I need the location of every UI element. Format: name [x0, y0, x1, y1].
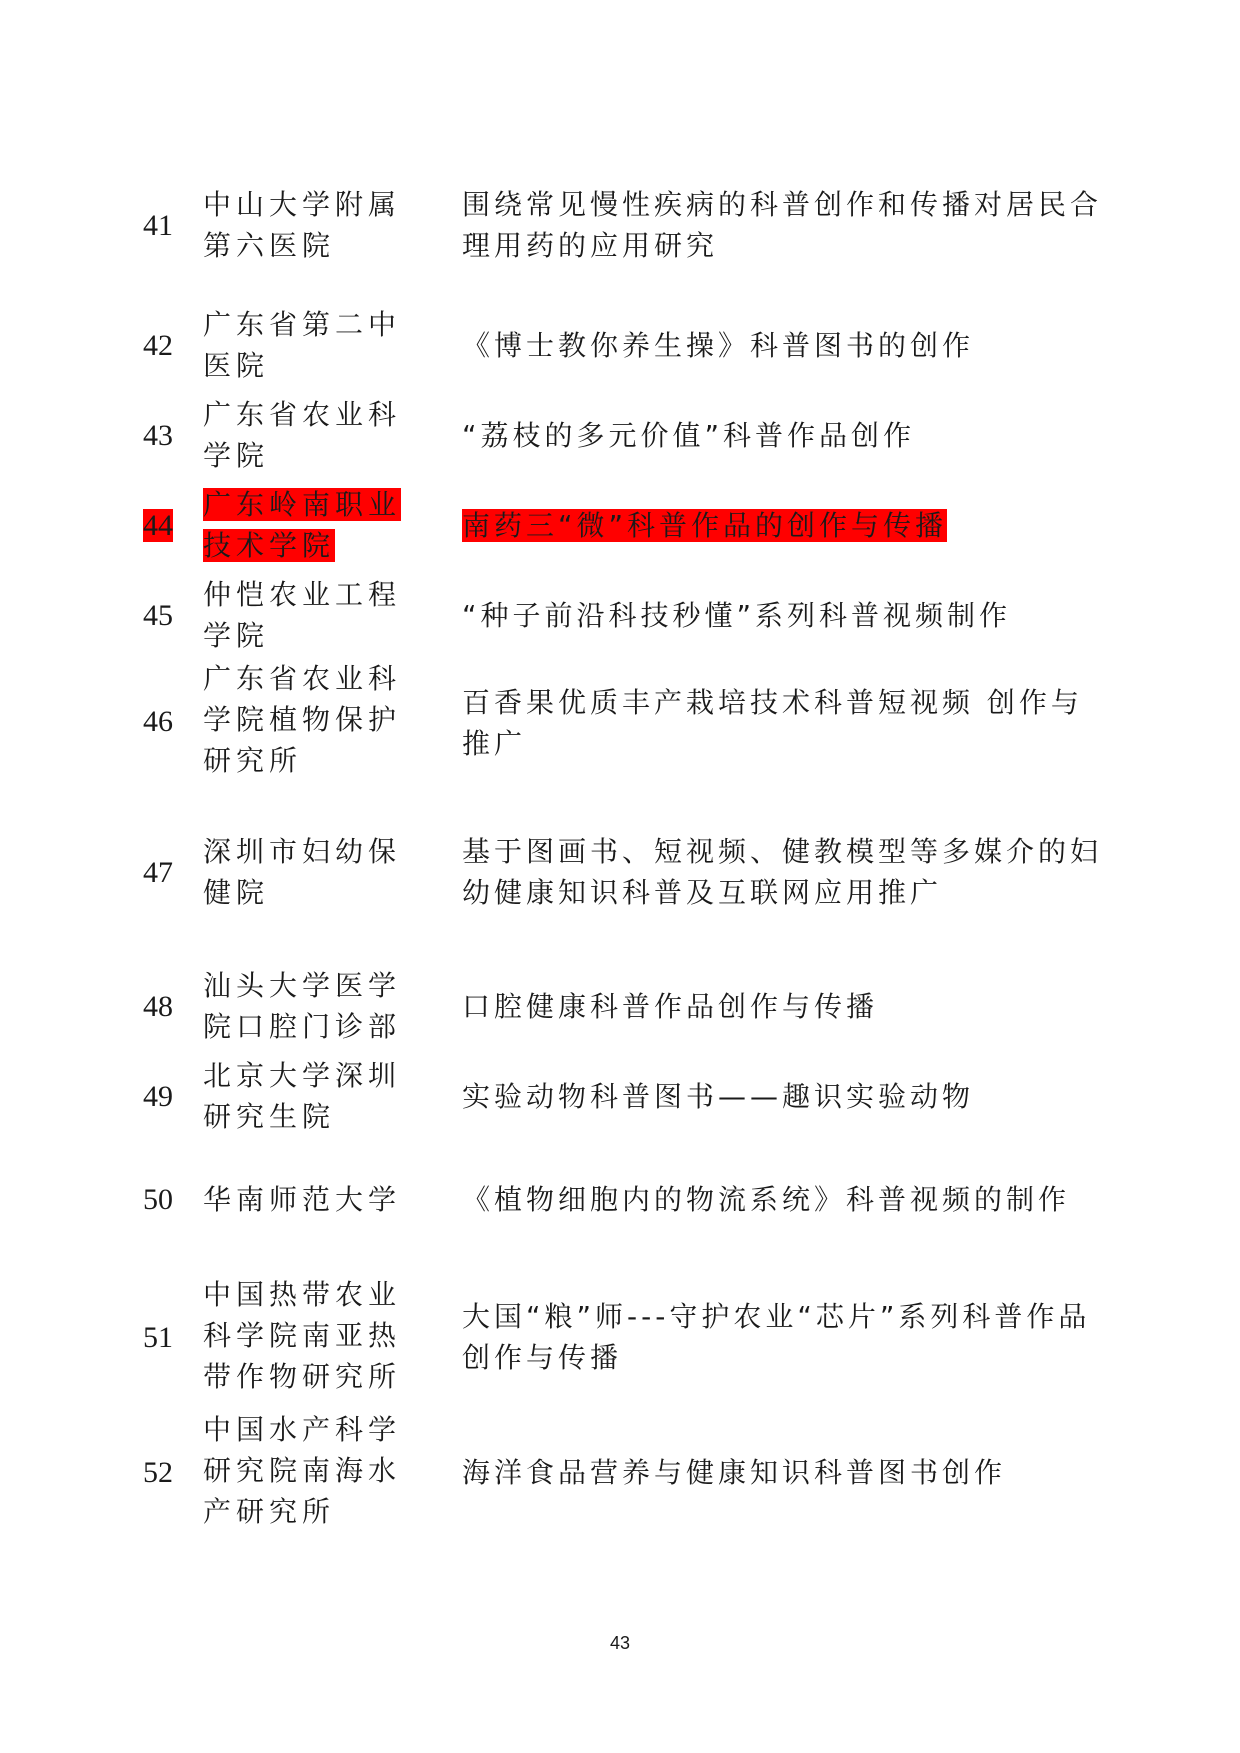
institution-name: 广东省第二中医院 [203, 308, 402, 382]
row-number: 51 [143, 1321, 173, 1354]
project-title: 《博士教你养生操》科普图书的创作 [462, 329, 975, 362]
project-title: 围绕常见慢性疾病的科普创作和传播对居民合理用药的应用研究 [462, 188, 1103, 262]
row-number: 41 [143, 209, 173, 242]
project-title: 海洋食品营养与健康知识科普图书创作 [462, 1456, 1007, 1489]
page-number: 43 [609, 1633, 631, 1653]
project-title: 实验动物科普图书——趣识实验动物 [462, 1080, 975, 1113]
institution-name: 仲恺农业工程学院 [203, 578, 402, 652]
institution-name: 中国热带农业科学院南亚热带作物研究所 [203, 1278, 402, 1393]
institution-name: 中山大学附属第六医院 [203, 188, 402, 262]
institution-name: 中国水产科学研究院南海水产研究所 [203, 1413, 402, 1528]
project-title: 百香果优质丰产栽培技术科普短视频 创作与推广 [462, 686, 1083, 760]
institution-name: 华南师范大学 [203, 1183, 402, 1216]
institution-name: 深圳市妇幼保健院 [203, 835, 402, 909]
row-number: 48 [143, 990, 173, 1023]
row-number: 49 [143, 1080, 173, 1113]
institution-name: 广东省农业科学院植物保护研究所 [203, 662, 402, 777]
institution-name: 广东省农业科学院 [203, 398, 402, 472]
project-title: “荔枝的多元价值”科普作品创作 [462, 419, 916, 452]
project-title: 基于图画书、短视频、健教模型等多媒介的妇幼健康知识科普及互联网应用推广 [462, 835, 1103, 909]
project-title: 大国“粮”师---守护农业“芯片”系列科普作品创作与传播 [462, 1300, 1091, 1374]
institution-name: 广东岭南职业技术学院 [203, 488, 402, 562]
project-title: 口腔健康科普作品创作与传播 [462, 990, 879, 1023]
row-number: 43 [143, 419, 173, 452]
institution-name: 汕头大学医学院口腔门诊部 [203, 969, 402, 1043]
row-number: 47 [143, 856, 173, 889]
row-number: 44 [143, 509, 173, 542]
institution-name: 北京大学深圳研究生院 [203, 1059, 402, 1133]
row-number: 50 [143, 1183, 173, 1216]
row-number: 42 [143, 329, 173, 362]
project-title: 南药三“微”科普作品的创作与传播 [462, 509, 948, 542]
row-number: 46 [143, 705, 173, 738]
project-title: “种子前沿科技秒懂”系列科普视频制作 [462, 599, 1012, 632]
row-number: 45 [143, 599, 173, 632]
row-number: 52 [143, 1456, 173, 1489]
project-title: 《植物细胞内的物流系统》科普视频的制作 [462, 1183, 1071, 1216]
